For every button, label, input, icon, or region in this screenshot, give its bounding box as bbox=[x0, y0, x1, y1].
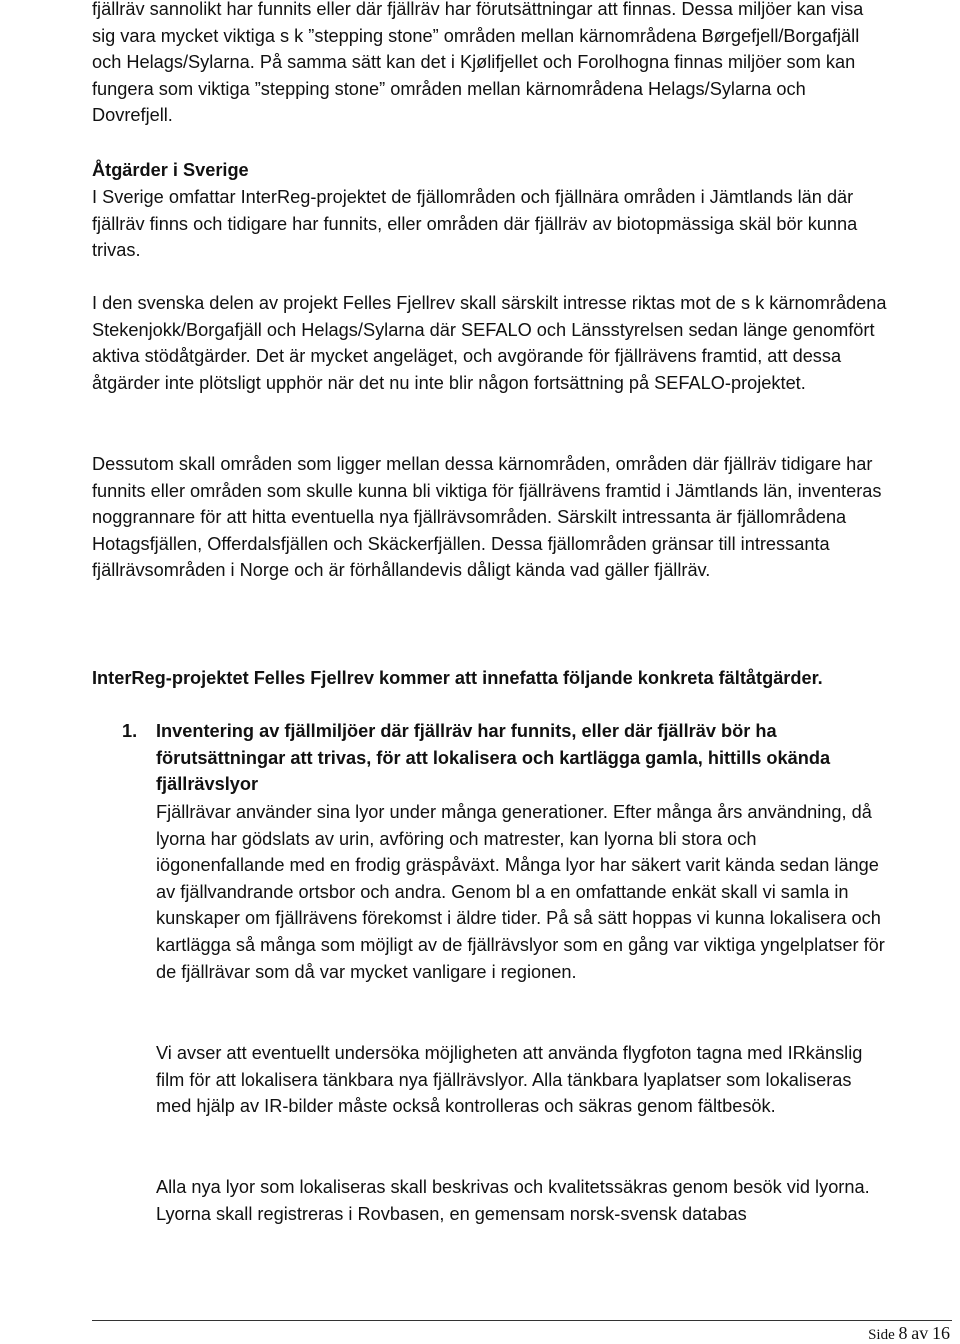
footer-page-label: Side bbox=[868, 1327, 895, 1343]
list-item-paragraph-1: Fjällrävar använder sina lyor under många generationer. Efter många års användning, då lyorna har gödslats av urin, avföring och matrester, kan lyorna bli stora och iögonenfallande med en frodig gräspåväxt. Många lyor har säkert varit kända sedan länge av fjällvandrande ortsbor och andra. Genom bl a en omfattande enkät skall vi samla in kunskaper om fjällrävens förekomst i äldre tider. På så sätt hoppas vi kunna lokalisera och kartlägga så många som möjligt av de fjällrävslyor som en gång var viktiga yngelplatser för de fjällrävar som då var mycket vanligare i regionen. bbox=[156, 802, 885, 982]
sverige-paragraph-2: I den svenska delen av projekt Felles Fjellrev skall särskilt intresse riktas mot de s k kärnområdena Stekenjokk/Borgafjäll och Helags/Sylarna där SEFALO och Länsstyrelsen sedan länge genomfört aktiva stödåtgärder. Det är mycket angeläget, och avgörande för fjällrävens framtid, att dessa åtgärder inte plötsligt upphör när det nu inte blir någon fortsättning på SEFALO-projektet. bbox=[92, 293, 887, 393]
list-item-title: Inventering av fjällmiljöer där fjällräv har funnits, eller där fjällräv bör ha förutsättningar att trivas, för att lokalisera och kartlägga gamla, hittills okända fjällrävslyor bbox=[156, 721, 831, 795]
section-heading-interreg: InterReg-projektet Felles Fjellrev kommer att innefatta följande konkreta fältåtgärder. bbox=[92, 668, 823, 688]
sverige-paragraph-3: Dessutom skall områden som ligger mellan dessa kärnområden, områden där fjällräv tidigare har funnits eller områden som skulle kunna bli viktiga för fjällrävens framtid i Jämtlands län, inventeras noggrannare för att hitta eventuella nya fjällrävsområden. Särskilt intressanta är fjällområdena Hotagsfjällen, Offerdalsfjällen och Skäckerfjällen. Dessa fjällområden gränsar till intressanta fjällrävsområden i Norge och är förhållandevis dåligt kända vad gäller fjällräv. bbox=[92, 454, 882, 581]
list-item-number: 1. bbox=[122, 721, 138, 741]
intro-paragraph: fjällräv sannolikt har funnits eller där fjällräv har förutsättningar att finnas. Dessa miljöer kan visa sig vara mycket viktiga s k ”stepping stone” områden mellan kärnområdena Børgefjell/Borgafjäll och Helags/Sylarna. På samma sätt kan det i Kjølifjellet och Forolhogna finnas miljöer som kan fungera som viktiga ”stepping stone” områden mellan kärnområdena Helags/Sylarna och Dovrefjell. bbox=[92, 0, 864, 126]
list-item-paragraph-3: Alla nya lyor som lokaliseras skall beskrivas och kvalitetssäkras genom besök vid lyorna. Lyorna skall registreras i Rovbasen, en gemensam norsk-svensk databas bbox=[156, 1177, 870, 1224]
footer-page-total: 16 bbox=[932, 1323, 950, 1343]
section-heading-sverige: Åtgärder i Sverige bbox=[92, 160, 249, 180]
footer-divider bbox=[92, 1320, 952, 1321]
footer-of-label: av bbox=[911, 1323, 929, 1343]
footer-page-number: 8 bbox=[898, 1323, 908, 1343]
list-item-paragraph-2: Vi avser att eventuellt undersöka möjligheten att använda flygfoton tagna med IRkänslig film för att lokalisera tänkbara nya fjällrävslyor. Alla tänkbara lyaplatser som lokaliseras med hjälp av IR-bilder måste också kontrolleras och säkras genom fältbesök. bbox=[156, 1043, 863, 1117]
sverige-paragraph-1: I Sverige omfattar InterReg-projektet de fjällområden och fjällnära områden i Jämtlands län där fjällräv finns och tidigare har funnits, eller områden där fjällräv av biotopmässiga skäl bör kunna trivas. bbox=[92, 187, 858, 261]
page-footer bbox=[868, 1324, 950, 1344]
